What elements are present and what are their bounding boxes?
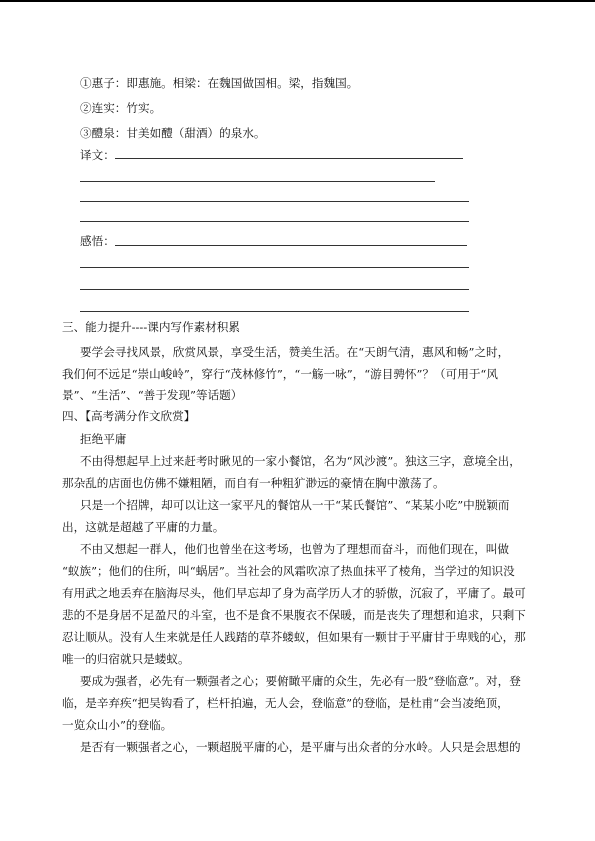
essay-line: “蚁族”；他们的住所，叫“蜗居”。当社会的风霜吹凉了热血抹平了棱角，当学过的知识没	[62, 564, 515, 578]
essay-line: 不由得想起早上过来赶考时瞅见的一家小餐馆，名为“风沙渡”。独这三字，意境全出，	[80, 454, 521, 468]
translation-blank-line	[80, 221, 469, 222]
reflection-blank-line	[80, 267, 469, 268]
section3-line: 我们何不远足“崇山峻岭”，穿行“茂林修竹”，“一觞一咏”，“游目骋怀”？（可用于“风	[62, 367, 498, 381]
translation-blank-line	[115, 158, 463, 159]
essay-line: 悲的不是身居不足盈尺的斗室，也不是食不果腹衣不保暖，而是丧失了理想和追求，只剩下	[62, 608, 526, 622]
reflection-label: 感悟：	[80, 234, 115, 248]
translation-blank-line	[80, 201, 469, 202]
essay-line: 是否有一颗强者之心，一颗超脱平庸的心，是平庸与出众者的分水岭。人只是会思想的	[80, 740, 521, 754]
reflection-blank-line	[80, 311, 469, 312]
essay-line: 要成为强者，必先有一颗强者之心；要俯瞰平庸的众生，先必有一股“登临意”。对，登	[80, 674, 521, 688]
page-top-border	[0, 0, 595, 2]
essay-line: 忍让顺从。没有人生来就是任人践踏的草芥蝼蚁，但如果有一颗甘于平庸甘于卑贱的心，那	[62, 630, 526, 644]
reflection-blank-line	[80, 289, 469, 290]
essay-line: 只是一个招牌，却可以让这一家平凡的餐馆从一干“某氏餐馆”、“某某小吃”中脱颖而	[80, 498, 510, 512]
note-3: ③醴泉：甘美如醴（甜酒）的泉水。	[80, 126, 266, 140]
essay-line: 唯一的归宿就只是蝼蚁。	[62, 652, 190, 666]
translation-label: 译文：	[80, 148, 115, 162]
note-1: ①惠子：即惠施。相梁：在魏国做国相。梁，指魏国。	[80, 76, 359, 90]
essay-line: 那杂乱的店面也仿佛不嫌粗陋，而自有一种粗犷渺远的豪情在胸中激荡了。	[62, 476, 445, 490]
essay-title: 拒绝平庸	[80, 432, 127, 446]
essay-line: 一览众山小”的登临。	[62, 718, 173, 732]
essay-line: 不由又想起一群人，他们也曾坐在这考场，也曾为了理想而奋斗，而他们现在，叫做	[80, 542, 509, 556]
essay-line: 临，是辛弃疾“把吴钩看了，栏杆拍遍，无人会，登临意”的登临，是杜甫“会当凌绝顶，	[62, 696, 509, 710]
translation-blank-line	[80, 181, 435, 182]
section3-line: 要学会寻找风景，欣赏风景，享受生活，赞美生活。在“天朗气清，惠风和畅”之时，	[80, 345, 510, 359]
reflection-blank-line	[115, 245, 467, 246]
section4-heading: 四、【高考满分作文欣赏】	[62, 409, 196, 423]
section3-line: 景”、“生活”、“善于发现”等话题）	[62, 388, 243, 402]
note-2: ②连实：竹实。	[80, 101, 162, 115]
essay-line: 有用武之地丢弃在脑海尽头，他们早忘却了身为高学历人才的骄傲，沉寂了，平庸了。最可	[62, 586, 526, 600]
essay-line: 出，这就是超越了平庸的力量。	[62, 520, 225, 534]
section3-heading: 三、能力提升----课内写作素材积累	[62, 320, 240, 334]
